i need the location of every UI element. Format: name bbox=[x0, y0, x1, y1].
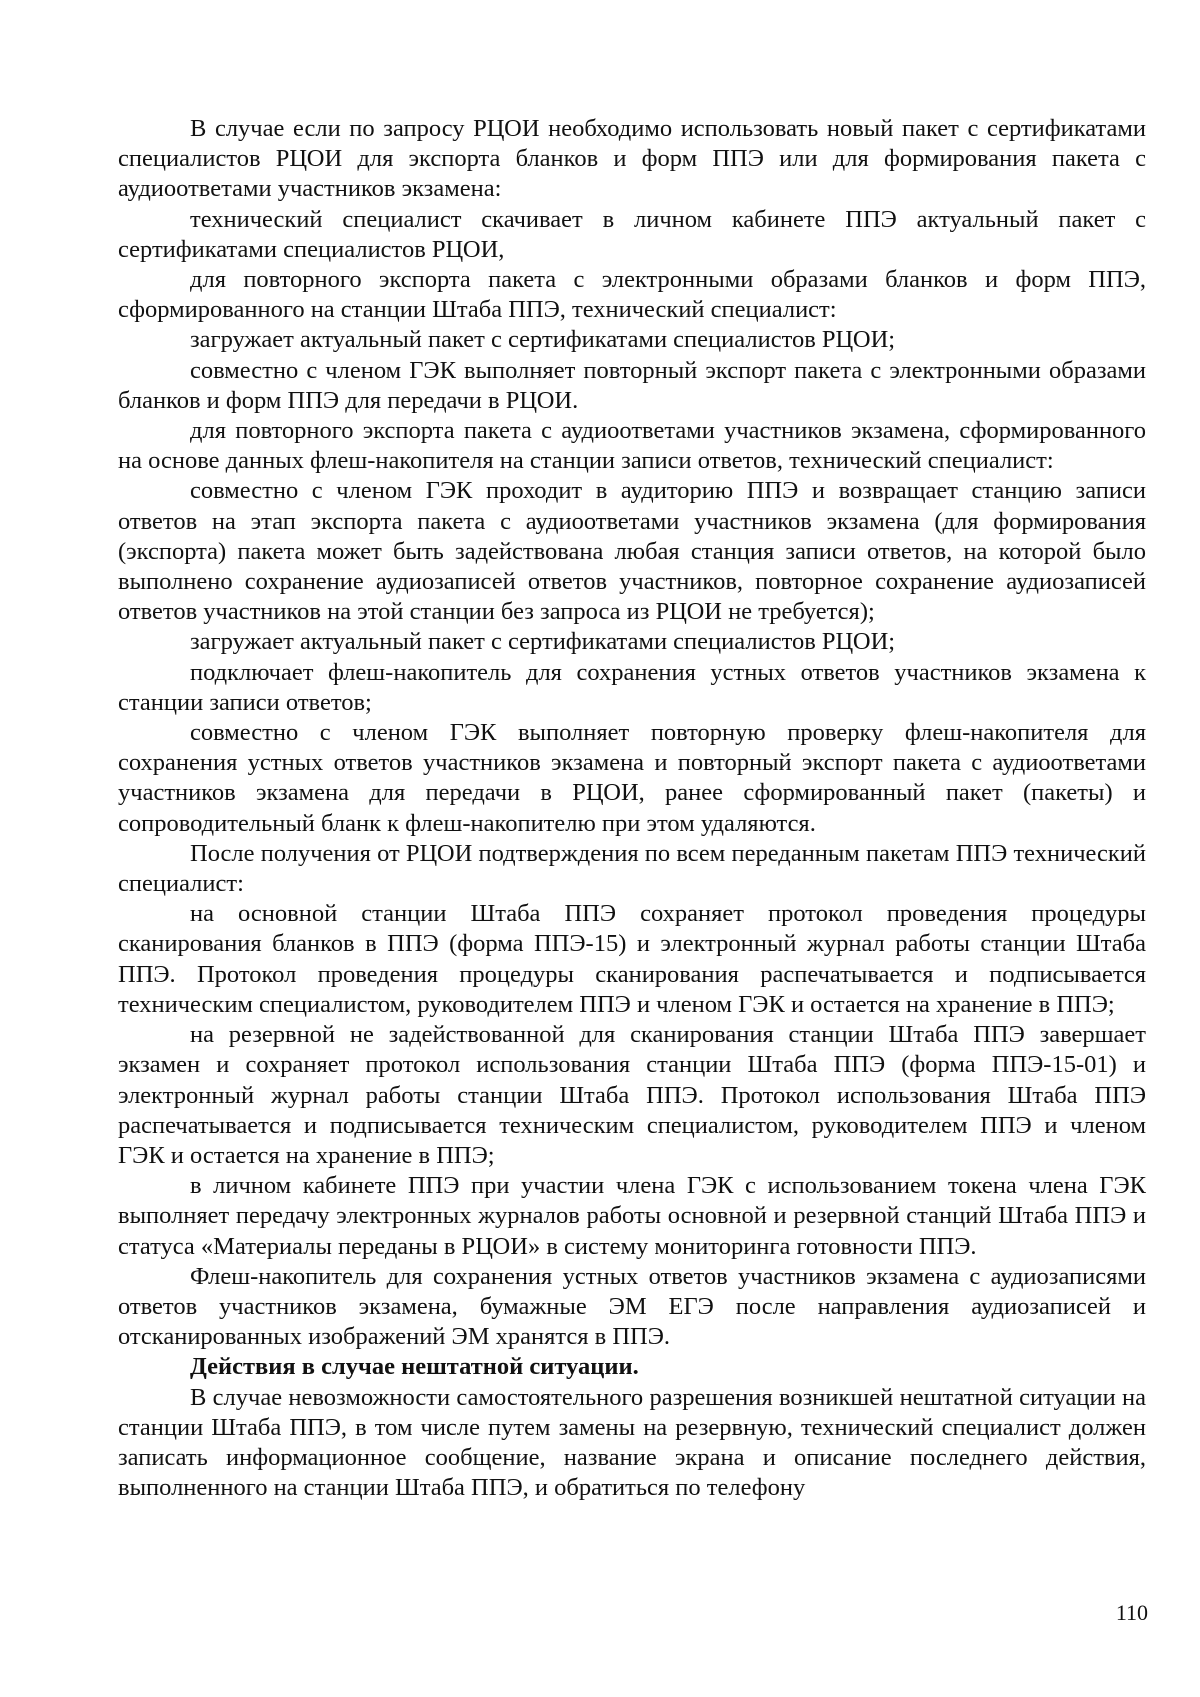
paragraph: совместно с членом ГЭК проходит в аудиторию ППЭ и возвращает станцию записи ответов на этап экспорта пакета с аудиоответами участников экзамена (для формирования (экспорта) пакета может быть задействована любая станция записи ответов, на которой было выполнено сохранение аудиозаписей ответов участников, повторное сохранение аудиозаписей ответов участников на этой станции без запроса из РЦОИ не требуется); bbox=[118, 477, 1146, 626]
paragraph: совместно с членом ГЭК выполняет повторный экспорт пакета с электронными образами бланков и форм ППЭ для передачи в РЦОИ. bbox=[118, 356, 1146, 414]
page-number: 110 bbox=[1115, 1600, 1148, 1625]
paragraph: в личном кабинете ППЭ при участии члена ГЭК с использованием токена члена ГЭК выполняет передачу электронных журналов работы основной и резервной станций Штаба ППЭ и статуса «Материалы переданы в РЦОИ» в систему мониторинга готовности ППЭ. bbox=[118, 1172, 1146, 1260]
paragraph: подключает флеш-накопитель для сохранения устных ответов участников экзамена к станции записи ответов; bbox=[118, 658, 1146, 716]
paragraph: В случае если по запросу РЦОИ необходимо использовать новый пакет с сертификатами специалистов РЦОИ для экспорта бланков и форм ППЭ или для формирования пакета с аудиоответами участников экзамена: bbox=[118, 115, 1146, 203]
paragraph: Флеш-накопитель для сохранения устных ответов участников экзамена с аудиозаписями ответов участников экзамена, бумажные ЭМ ЕГЭ после направления аудиозаписей и отсканированных изображений ЭМ хранятся в ППЭ. bbox=[118, 1262, 1146, 1351]
paragraph: загружает актуальный пакет с сертификатами специалистов РЦОИ; bbox=[190, 326, 896, 354]
body-text bbox=[118, 114, 1146, 1503]
paragraph: После получения от РЦОИ подтверждения по всем переданным пакетам ППЭ технический специалист: bbox=[118, 839, 1146, 898]
paragraph: для повторного экспорта пакета с электронными образами бланков и форм ППЭ, сформированного на станции Штаба ППЭ, технический специалист: bbox=[118, 266, 1146, 324]
paragraph: совместно с членом ГЭК выполняет повторную проверку флеш-накопителя для сохранения устных ответов участников экзамена и повторный экспорт пакета с аудиоответами участников экзамена для передачи в РЦОИ, ранее сформированный пакет (пакеты) и сопроводительный бланк к флеш-накопителю при этом удаляются. bbox=[118, 719, 1146, 837]
paragraph: технический специалист скачивает в личном кабинете ППЭ актуальный пакет с сертификатами специалистов РЦОИ, bbox=[118, 205, 1146, 263]
section-heading: Действия в случае нештатной ситуации. bbox=[190, 1353, 639, 1381]
paragraph: загружает актуальный пакет с сертификатами специалистов РЦОИ; bbox=[190, 628, 896, 656]
paragraph: на резервной не задействованной для сканирования станции Штаба ППЭ завершает экзамен и сохраняет протокол использования станции Штаба ППЭ (форма ППЭ-15-01) и электронный журнал работы станции Штаба ППЭ. Протокол использования Штаба ППЭ распечатывается и подписывается техническим специалистом, руководителем ППЭ и членом ГЭК и остается на хранение в ППЭ; bbox=[118, 1021, 1146, 1169]
paragraph: для повторного экспорта пакета с аудиоответами участников экзамена, сформированного на основе данных флеш-накопителя на станции записи ответов, технический специалист: bbox=[118, 417, 1146, 475]
paragraph: на основной станции Штаба ППЭ сохраняет протокол проведения процедуры сканирования бланков в ППЭ (форма ППЭ-15) и электронный журнал работы станции Штаба ППЭ. Протокол проведения процедуры сканирования распечатывается и подписывается техническим специалистом, руководителем ППЭ и членом ГЭК и остается на хранение в ППЭ; bbox=[118, 900, 1146, 1018]
paragraph: В случае невозможности самостоятельного разрешения возникшей нештатной ситуации на станции Штаба ППЭ, в том числе путем замены на резервную, технический специалист должен записать информационное сообщение, название экрана и описание последнего действия, выполненного на станции Штаба ППЭ, и обратиться по телефону bbox=[118, 1383, 1146, 1502]
